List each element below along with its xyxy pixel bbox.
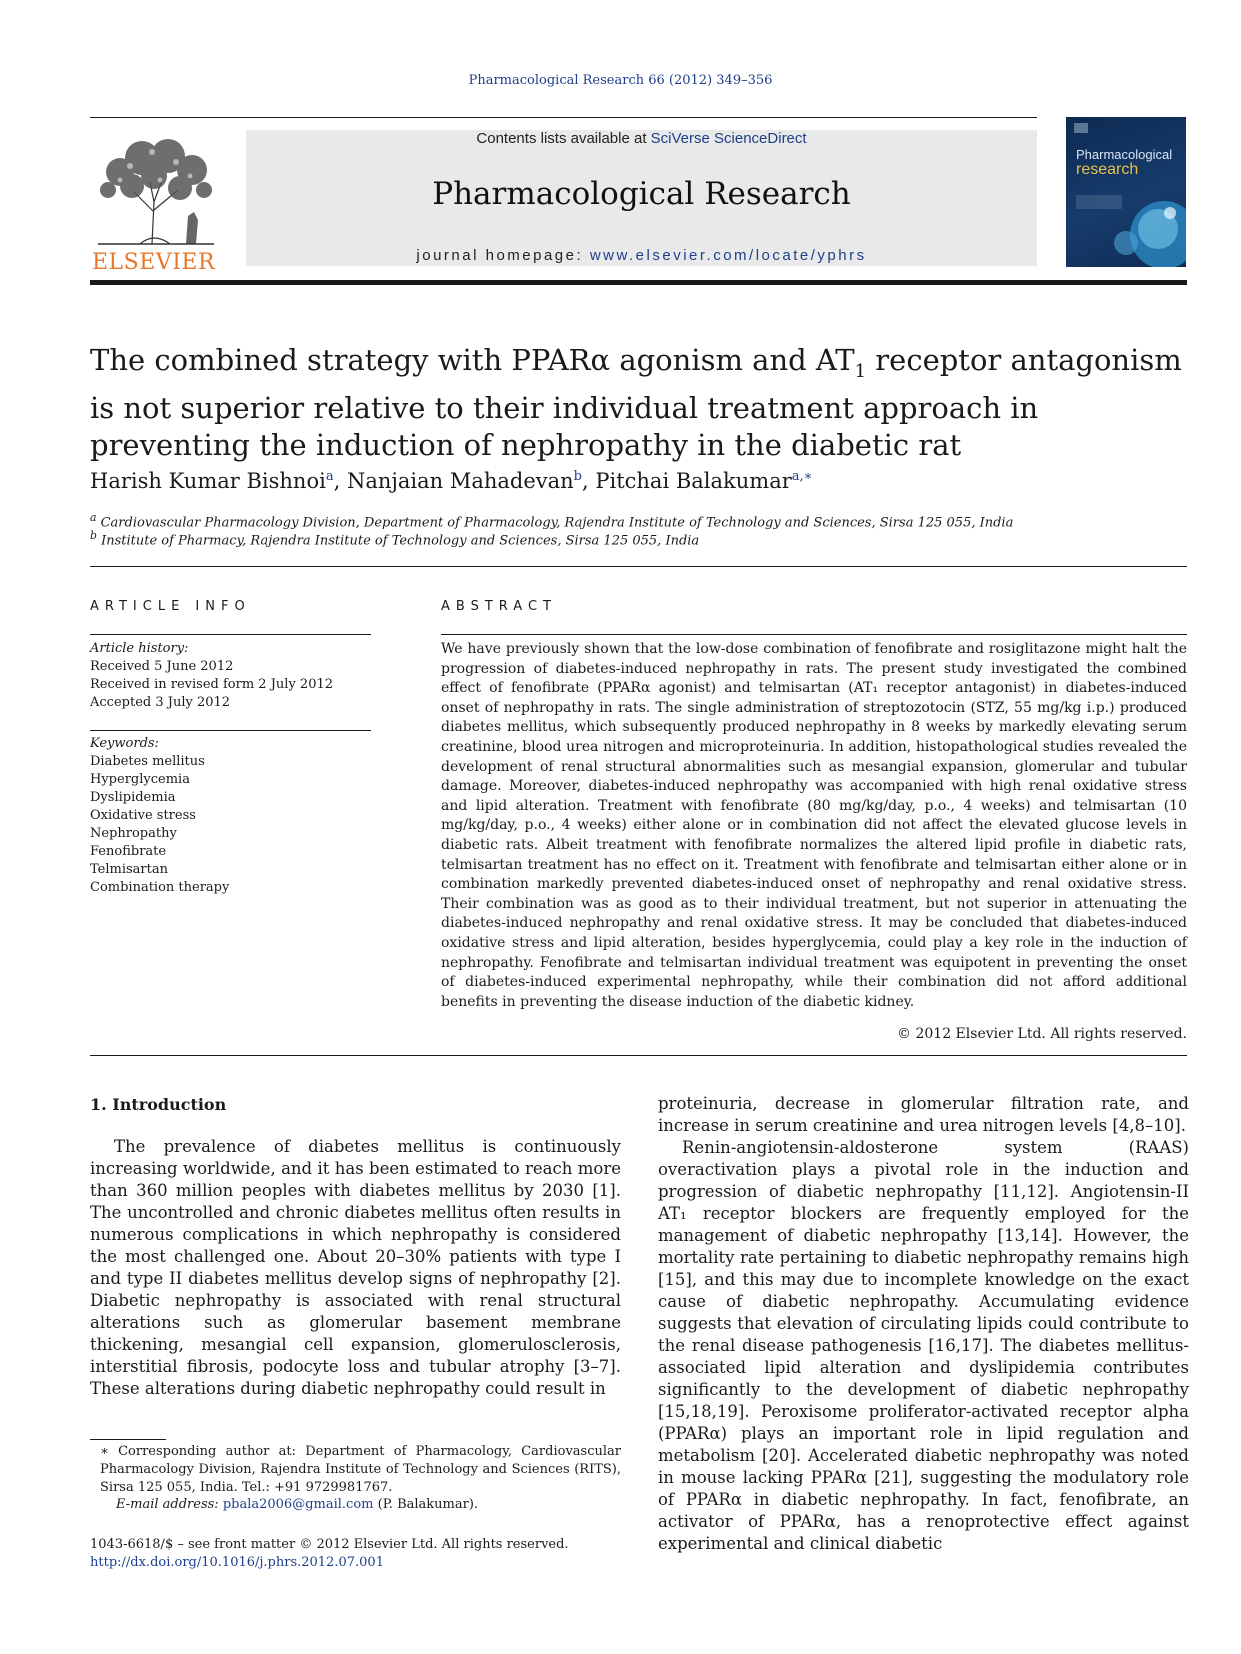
keyword: Oxidative stress (90, 808, 196, 823)
body-right-column (658, 1093, 1189, 1555)
author-name: Pitchai Balakumar (595, 469, 792, 493)
journal-homepage-link[interactable]: www.elsevier.com/locate/yphrs (589, 247, 867, 264)
journal-banner (246, 130, 1037, 266)
history-label: Article history: (90, 641, 189, 656)
copyright-notice: © 2012 Elsevier Ltd. All rights reserved. (897, 1026, 1187, 1042)
author-separator: , (333, 469, 347, 493)
article-title-part1: The combined strategy with PPARα agonism and AT (90, 343, 855, 377)
footnote-rule (90, 1439, 166, 1440)
author-separator: , (582, 469, 596, 493)
article-title-subscript: 1 (854, 360, 867, 382)
keyword: Nephropathy (90, 826, 177, 841)
article-info-heading: ARTICLE INFO (90, 599, 251, 614)
doi-link[interactable]: http://dx.doi.org/10.1016/j.phrs.2012.07.001 (90, 1555, 384, 1570)
info-rule (90, 634, 371, 635)
body-paragraph: Renin-angiotensin-aldosterone system (RAAS) overactivation plays a pivotal role in the induction and progression of diabetic nephropathy [11,12]. Angiotensin-II AT₁ receptor blockers are frequently employed for the management of diabetic nephropathy [13,14]. However, the mortality rate pertaining to diabetic nephropathy remains high [15], and this may due to incomplete knowledge on the exact cause of diabetic nephropathy. Accumulating evidence suggests that elevation of circulating lipids could contribute to the renal disease pathogenesis [16,17]. The diabetes mellitus-associated lipid alteration and dyslipidemia contributes significantly to the development of diabetic nephropathy [15,18,19]. Peroxisome proliferator-activated receptor alpha (PPARα) plays an important role in lipid regulation and metabolism [20]. Accelerated diabetic nephropathy was noted in mouse lacking PPARα [21], suggesting the modulatory role of PPARα in diabetic nephropathy. In fact, fenofibrate, an activator of PPARα, has a renoprotective effect against experimental and clinical diabetic (658, 1138, 1189, 1553)
journal-cover-thumbnail[interactable] (1066, 117, 1186, 267)
keyword: Telmisartan (90, 862, 168, 877)
cover-title (1076, 147, 1172, 177)
journal-citation[interactable]: Pharmacological Research 66 (2012) 349–356 (468, 73, 773, 88)
body-paragraph: The prevalence of diabetes mellitus is continuously increasing worldwide, and it has been estimated to reach more than 360 million peoples with diabetes mellitus by 2030 [1]. The uncontrolled and chronic diabetes mellitus often results in numerous complications in which nephropathy is considered the most challenged one. About 20–30% patients with type I and type II diabetes mellitus develop signs of nephropathy [2]. Diabetic nephropathy is associated with renal structural alterations such as glomerular basement membrane thickening, mesangial cell expansion, glomerulosclerosis, interstitial fibrosis, podocyte loss and tubular atrophy [3–7]. These alterations during diabetic nephropathy could result in (90, 1137, 621, 1398)
keyword: Dyslipidemia (90, 790, 176, 805)
abstract-heading: ABSTRACT (441, 599, 557, 614)
homepage-line (246, 247, 1037, 264)
footnote-text: ∗ Corresponding author at: Department of Pharmacology, Cardiovascular Pharmacology Division, Rajendra Institute of Technology and Sciences (RITS), Sirsa 125 055, India. Tel.: +91 9729981767. (100, 1444, 621, 1495)
section-rule (90, 566, 1187, 567)
affiliation-marker[interactable]: a,∗ (791, 469, 813, 484)
affiliation-text: Institute of Pharmacy, Rajendra Institute of Technology and Sciences, Sirsa 125 055, India (96, 533, 700, 549)
affiliation-a (90, 511, 1013, 530)
affiliation-b (90, 529, 699, 548)
affiliation-marker[interactable]: a (325, 469, 334, 484)
history-item: Received in revised form 2 July 2012 (90, 677, 334, 692)
article-title (90, 342, 1200, 464)
affiliation-mark: a (90, 511, 97, 524)
section-heading-introduction: 1. Introduction (90, 1095, 227, 1114)
email-link[interactable]: pbala2006@gmail.com (222, 1497, 374, 1512)
homepage-prefix: journal homepage: (416, 247, 590, 264)
header-thick-rule (90, 280, 1187, 285)
keyword: Hyperglycemia (90, 772, 190, 787)
affiliation-marker[interactable]: b (573, 469, 582, 484)
abstract-bottom-rule (90, 1055, 1187, 1056)
contents-prefix: Contents lists available at (476, 130, 651, 147)
email-suffix: (P. Balakumar). (373, 1497, 479, 1512)
keywords-list (90, 735, 229, 897)
header-top-rule (90, 117, 1037, 118)
article-title-part2: receptor antagonism is not superior relative to their individual treatment approach in preventing the induction of nephropathy in the diabetic rat (90, 343, 1182, 462)
author-name: Nanjaian Mahadevan (346, 469, 574, 493)
author-list (90, 469, 812, 493)
affiliation-mark: b (90, 529, 97, 542)
keyword: Diabetes mellitus (90, 754, 205, 769)
cover-title-line2: research (1076, 161, 1139, 178)
cover-art-icon (1066, 117, 1186, 267)
corresponding-author-footnote (90, 1443, 621, 1497)
keywords-label: Keywords: (90, 736, 159, 751)
contents-line (246, 130, 1037, 147)
affiliation-text: Cardiovascular Pharmacology Division, Department of Pharmacology, Rajendra Institute of Technology and Sciences, Sirsa 125 055, India (96, 515, 1014, 531)
sciencedirect-link[interactable]: SciVerse ScienceDirect (650, 130, 807, 147)
body-paragraph: proteinuria, decrease in glomerular filtration rate, and increase in serum creatinine and urea nitrogen levels [4,8–10]. (658, 1094, 1189, 1135)
email-label: E-mail address: (116, 1497, 223, 1512)
body-left-column (90, 1136, 621, 1400)
history-item: Received 5 June 2012 (90, 659, 234, 674)
article-history (90, 640, 333, 712)
publisher-wordmark: ELSEVIER (92, 250, 216, 275)
abstract-text: We have previously shown that the low-dose combination of fenofibrate and rosiglitazone might halt the progression of diabetes-induced nephropathy in rats. The present study investigated the combined effect of fenofibrate (PPARα agonist) and telmisartan (AT₁ receptor antagonist) in diabetes-induced onset of nephropathy in rats. The single administration of streptozotocin (STZ, 55 mg/kg i.p.) produced diabetes mellitus, which subsequently produced nephropathy in 8 weeks by markedly elevating serum creatinine, blood urea nitrogen and microproteinuria. In addition, histopathological studies revealed the development of renal structural abnormalities such as mesangial expansion, glomerular and tubular damage. Moreover, diabetes-induced nephropathy was accompanied with high renal oxidative stress and lipid alteration. Treatment with fenofibrate (80 mg/kg/day, p.o., 4 weeks) and telmisartan (10 mg/kg/day, p.o., 4 weeks) either alone or in combination did not affect the elevated glucose levels in diabetic rats. Albeit treatment with fenofibrate normalizes the altered lipid profile in diabetic rats, telmisartan treatment has no effect on it. Treatment with fenofibrate and telmisartan either alone or in combination markedly prevented diabetes-induced onset of nephropathy and renal oxidative stress. Their combination was as good as to their individual treatment, but not superior in attenuating the diabetes-induced nephropathy and renal oxidative stress. It may be concluded that diabetes-induced oxidative stress and lipid alteration, besides hyperglycemia, could play a key role in the induction of nephropathy. Fenofibrate and telmisartan individual treatment was equipotent in preventing the onset of diabetes-induced experimental nephropathy, while their combination did not afford additional benefits in preventing the disease induction of the diabetic kidney. (441, 641, 1187, 1010)
issn-line: 1043-6618/$ – see front matter © 2012 Elsevier Ltd. All rights reserved. (90, 1537, 569, 1552)
history-item: Accepted 3 July 2012 (90, 695, 231, 710)
abstract-rule (441, 634, 1187, 635)
keyword: Combination therapy (90, 880, 230, 895)
journal-title: Pharmacological Research (432, 176, 851, 212)
keyword: Fenofibrate (90, 844, 167, 859)
email-line (90, 1497, 478, 1512)
cover-title-line1: Pharmacological (1076, 147, 1173, 162)
info-rule (90, 730, 371, 731)
author-name: Harish Kumar Bishnoi (90, 469, 326, 493)
